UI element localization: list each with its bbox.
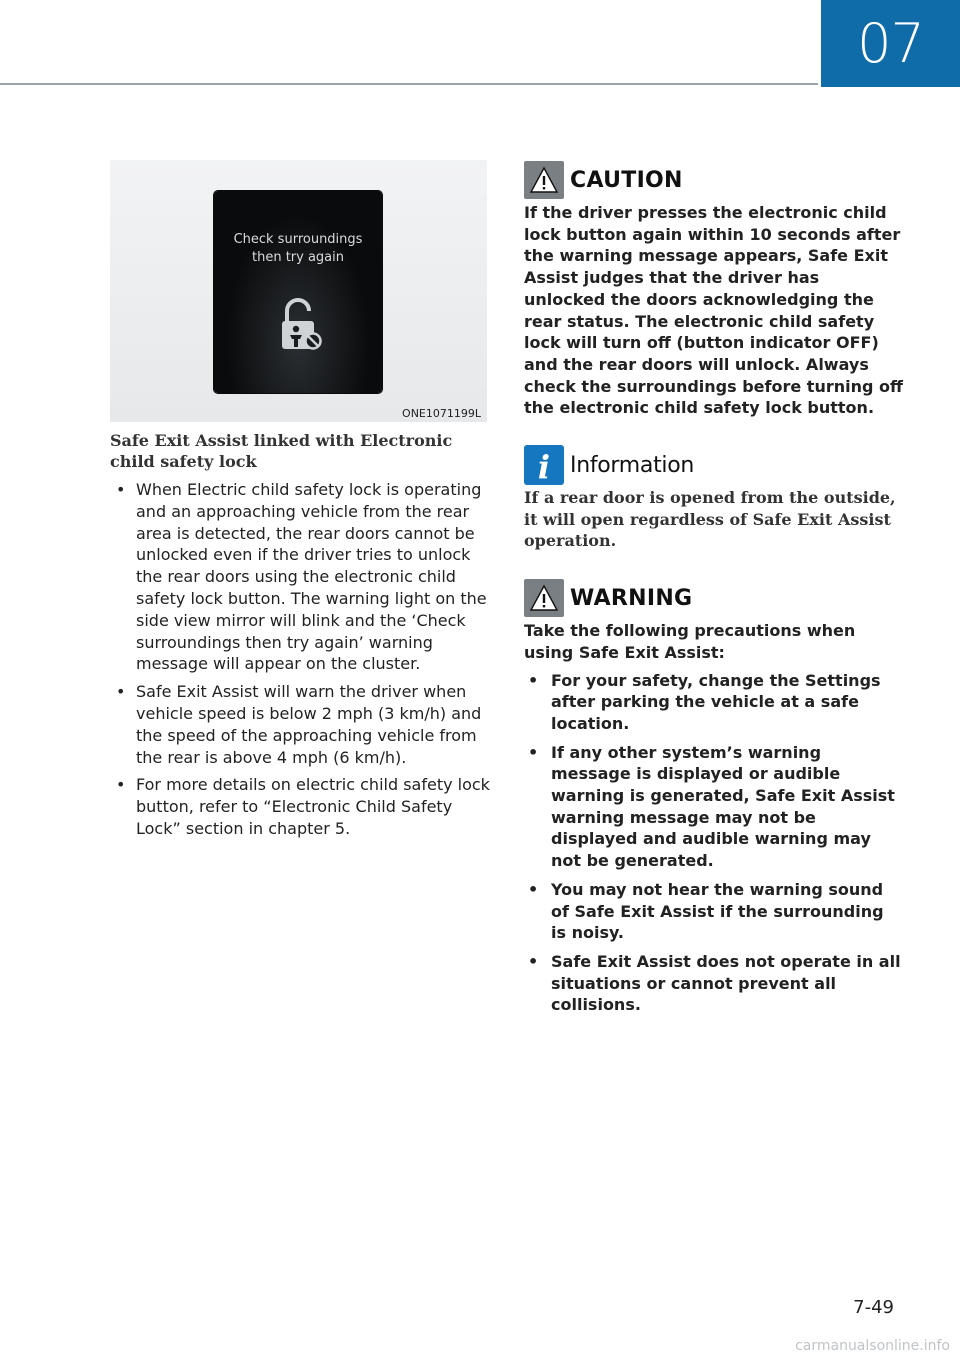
list-item-text: You may not hear the warning sound of Safe Exit Assist if the surrounding is noisy. — [551, 879, 884, 943]
list-item — [524, 879, 904, 944]
bullet-glyph: • — [528, 670, 539, 690]
caution-title: CAUTION — [570, 167, 683, 193]
information-glyph: i — [537, 448, 551, 486]
list-item — [524, 951, 904, 1016]
warning-header — [524, 578, 904, 618]
header-rule — [0, 83, 818, 85]
cluster-message — [214, 231, 382, 267]
chapter-tab: 07 — [821, 0, 960, 87]
right-column — [524, 160, 904, 1023]
child-lock-disabled-icon — [276, 297, 322, 353]
warning-triangle-icon — [524, 579, 564, 617]
bullet-glyph: • — [116, 775, 126, 795]
list-item-text: Safe Exit Assist does not operate in all situations or cannot prevent all collisions. — [551, 951, 901, 1015]
figure-code: ONE1071199L — [402, 407, 481, 420]
list-item-text: For more details on electric child safety lock button, refer to “Electronic Child Safety Lock” section in chapter 5. — [136, 775, 490, 838]
list-item — [524, 670, 904, 735]
warning-bullet-list — [524, 670, 904, 1017]
list-item-text: If any other system’s warning message is displayed or audible warning is generated, Safe Exit Assist warning message may not be displayed and audible warning may not be generated. — [551, 742, 895, 871]
cluster-message-line-2: then try again — [251, 250, 344, 265]
list-item — [110, 681, 490, 768]
bullet-glyph: • — [116, 682, 126, 702]
page-number: 7-49 — [853, 1297, 894, 1318]
list-item-text: When Electric child safety lock is operating and an approaching vehicle from the rear area is detected, the rear doors cannot be unlocked even if the driver tries to unlock the rear doors using the electronic child safety lock button. The warning light on the side view mirror will blink and the ‘Check surroundings then try again’ warning message will appear on the cluster. — [136, 480, 487, 674]
list-item — [110, 774, 490, 839]
caution-text: If the driver presses the electronic child lock button again within 10 seconds after the warning message appears, Safe Exit Assist judges that the driver has unlocked the doors acknowledging the rear status. The electronic child safety lock will turn off (button indicator OFF) and the rear doors will unlock. Always check the surroundings before turning off the electronic child safety lock button. — [524, 203, 903, 418]
bullet-glyph: • — [528, 742, 539, 762]
caution-header — [524, 160, 904, 200]
left-column — [110, 430, 490, 846]
cluster-message-line-1: Check surroundings — [233, 232, 363, 247]
section-subheading: Safe Exit Assist linked with Electronic child safety lock — [110, 431, 453, 471]
bullet-glyph: • — [116, 480, 126, 499]
list-item-text: For your safety, change the Settings after parking the vehicle at a safe location. — [551, 670, 881, 733]
list-item — [524, 742, 904, 872]
list-item-text: Safe Exit Assist will warn the driver when vehicle speed is below 2 mph (3 km/h) and the speed of the approaching vehicle from the rear is above 4 mph (6 km/h). — [136, 682, 482, 767]
information-title: Information — [570, 452, 695, 478]
information-header — [524, 445, 904, 485]
warning-triangle-icon — [524, 161, 564, 199]
figure-cluster-image — [110, 160, 487, 422]
warning-intro: Take the following precautions when using Safe Exit Assist: — [524, 621, 856, 662]
information-icon — [524, 445, 564, 485]
information-text: If a rear door is opened from the outside, it will open regardless of Safe Exit Assist operation. — [524, 488, 896, 551]
left-bullet-list — [110, 479, 490, 840]
watermark: carmanualsonline.info — [795, 1338, 950, 1354]
bullet-glyph: • — [528, 951, 539, 971]
cluster-screen — [214, 191, 382, 393]
list-item — [110, 479, 490, 675]
warning-title: WARNING — [570, 585, 693, 611]
bullet-glyph: • — [528, 879, 539, 899]
